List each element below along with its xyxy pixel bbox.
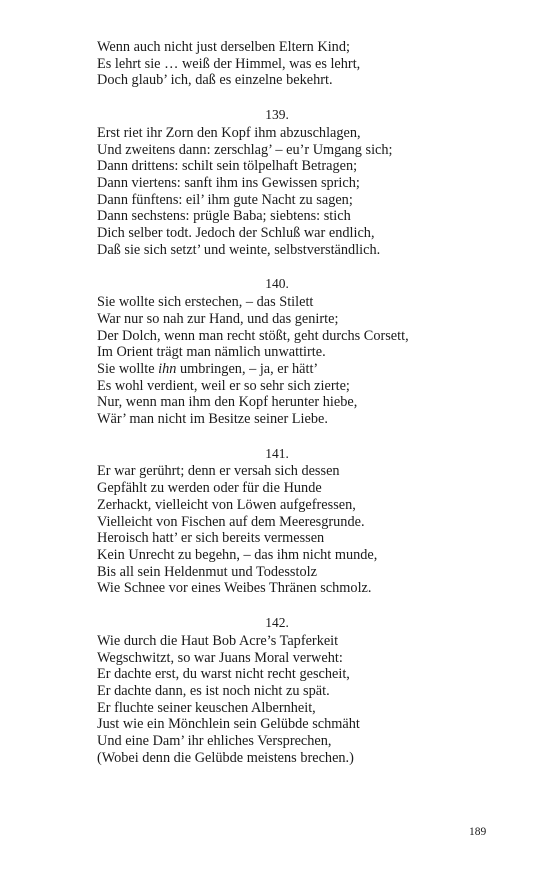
verse-line: Wie Schnee vor eines Weibes Thränen schmolz. xyxy=(97,580,372,597)
poem-body xyxy=(97,39,497,766)
verse-line: Erst riet ihr Zorn den Kopf ihm abzuschlagen, xyxy=(97,124,361,141)
stanza xyxy=(97,107,497,258)
verse-line: War nur so nah zur Hand, und das genirte; xyxy=(97,310,339,327)
verse-line: Wie durch die Haut Bob Acre’s Tapferkeit xyxy=(97,632,339,649)
verse-line: Heroisch hatt’ er sich bereits vermessen xyxy=(97,530,325,547)
stanza xyxy=(97,446,497,597)
verse-line: Dann viertens: sanft ihm ins Gewissen sprich; xyxy=(97,174,360,191)
verse-line: Er dachte dann, es ist noch nicht zu spät. xyxy=(97,682,330,699)
verse-line: Sie wollte sich erstechen, – das Stilett xyxy=(97,294,314,311)
stanza xyxy=(97,615,497,766)
verse-line: Just wie ein Mönchlein sein Gelübde schmäht xyxy=(97,716,360,733)
verse-line: Er dachte erst, du warst nicht recht gescheit, xyxy=(97,666,350,683)
stanza xyxy=(97,39,497,89)
verse-line: Der Dolch, wenn man recht stößt, geht durchs Corsett, xyxy=(97,327,409,344)
verse-line: Er fluchte seiner keuschen Albernheit, xyxy=(97,699,316,716)
verse-line: Dann fünftens: eil’ ihm gute Nacht zu sagen; xyxy=(97,191,353,208)
stanza xyxy=(97,276,497,427)
verse-line: Wegschwitzt, so war Juans Moral verweht: xyxy=(97,649,343,666)
stanza-number: 140. xyxy=(265,276,289,292)
verse-line: Dann drittens: schilt sein tölpelhaft Betragen; xyxy=(97,158,358,175)
stanza-number: 141. xyxy=(265,445,289,461)
verse-line: Kein Unrecht zu begehn, – das ihm nicht munde, xyxy=(97,546,378,563)
verse-line: Bis all sein Heldenmut und Todesstolz xyxy=(97,563,317,580)
stanza-number: 139. xyxy=(265,107,289,123)
verse-line: Im Orient trägt man nämlich unwattirte. xyxy=(97,344,326,361)
page-number: 189 xyxy=(469,826,487,838)
verse-text: umbringen, – ja, er hätt’ xyxy=(176,360,319,377)
verse-line: Nur, wenn man ihm den Kopf herunter hiebe, xyxy=(97,394,358,411)
verse-line: Doch glaub’ ich, daß es einzelne bekehrt. xyxy=(97,72,333,89)
verse-line: Und eine Dam’ ihr ehliches Versprechen, xyxy=(97,733,332,750)
verse-line: Vielleicht von Fischen auf dem Meeresgrunde. xyxy=(97,513,365,530)
verse-line: Gepfählt zu werden oder für die Hunde xyxy=(97,480,322,497)
verse-line: Wenn auch nicht just derselben Eltern Kind; xyxy=(97,39,350,55)
verse-line: Es lehrt sie … weiß der Himmel, was es lehrt, xyxy=(97,55,361,72)
stanza-number: 142. xyxy=(265,615,289,631)
verse-line: Dann sechstens: prügle Baba; siebtens: stich xyxy=(97,208,351,225)
verse-line: Zerhackt, vielleicht von Löwen aufgefressen, xyxy=(97,496,356,513)
verse-line: Wär’ man nicht im Besitze seiner Liebe. xyxy=(97,411,328,428)
verse-line: Und zweitens dann: zerschlag’ – eu’r Umgang sich; xyxy=(97,141,393,158)
verse-line: Daß sie sich setzt’ und weinte, selbstverständlich. xyxy=(97,241,381,258)
verse-line: Er war gerührt; denn er versah sich dessen xyxy=(97,463,340,480)
verse-line: Es wohl verdient, weil er so sehr sich zierte; xyxy=(97,377,350,394)
verse-line: (Wobei denn die Gelübde meistens brechen.) xyxy=(97,749,354,766)
emphasized-word: ihn xyxy=(158,360,177,377)
verse-line: Dich selber todt. Jedoch der Schluß war endlich, xyxy=(97,225,375,242)
verse-text: Sie wollte xyxy=(97,360,159,377)
verse-line xyxy=(97,361,497,378)
